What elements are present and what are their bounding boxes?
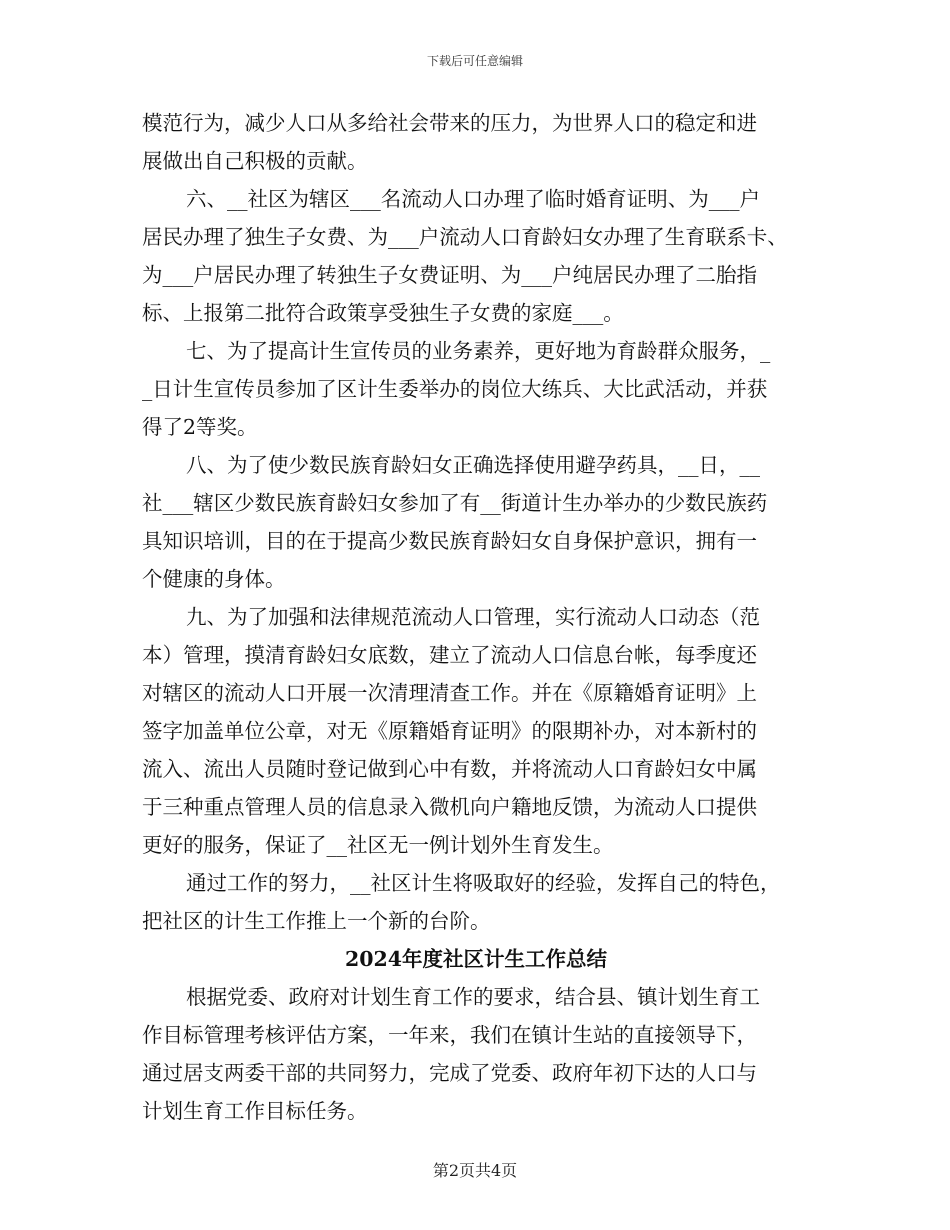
paragraph-line: 通过工作的努力，__社区计生将吸取好的经验，发挥自己的特色， bbox=[186, 871, 781, 895]
paragraph-line: 模范行为，减少人口从多给社会带来的压力，为世界人口的稳定和进 bbox=[142, 111, 757, 135]
paragraph-line: 个健康的身体。 bbox=[142, 567, 286, 591]
paragraph-line: 本）管理，摸清育龄妇女底数，建立了流动人口信息台帐，每季度还 bbox=[142, 643, 757, 667]
paragraph-line: 具知识培训，目的在于提高少数民族育龄妇女自身保护意识，拥有一 bbox=[142, 529, 757, 553]
paragraph-line: 标、上报第二批符合政策享受独生子女费的家庭___。 bbox=[142, 301, 624, 325]
section-title: 2024年度社区计生工作总结 bbox=[344, 947, 608, 971]
paragraph-line: _日计生宣传员参加了区计生委举办的岗位大练兵、大比武活动，并获 bbox=[142, 377, 768, 401]
paragraph-line: 得了2等奖。 bbox=[142, 415, 258, 439]
paragraph-line: 签字加盖单位公章，对无《原籍婚育证明》的限期补办，对本新村的 bbox=[142, 719, 757, 743]
paragraph-line: 计划生育工作目标任务。 bbox=[142, 1099, 368, 1123]
document-body bbox=[142, 104, 810, 1130]
paragraph-line: 七、为了提高计生宣传员的业务素养，更好地为育龄群众服务，_ bbox=[186, 339, 771, 363]
paragraph-line: 八、为了使少数民族育龄妇女正确选择使用避孕药具，__日，__ bbox=[186, 453, 760, 477]
paragraph-line: 社___辖区少数民族育龄妇女参加了有__街道计生办举办的少数民族药 bbox=[142, 491, 768, 515]
paragraph-line: 更好的服务，保证了__社区无一例计划外生育发生。 bbox=[142, 833, 614, 857]
paragraph-line: 于三种重点管理人员的信息录入微机向户籍地反馈，为流动人口提供 bbox=[142, 795, 757, 819]
page-footer: 第2页共4页 bbox=[432, 1161, 518, 1180]
paragraph-line: 作目标管理考核评估方案，一年来，我们在镇计生站的直接领导下， bbox=[142, 1023, 757, 1047]
paragraph-line: 展做出自己积极的贡献。 bbox=[142, 149, 368, 173]
paragraph-line: 居民办理了独生子女费、为___户流动人口育龄妇女办理了生育联系卡、 bbox=[142, 225, 788, 249]
paragraph-line: 流入、流出人员随时登记做到心中有数，并将流动人口育龄妇女中属 bbox=[142, 757, 757, 781]
paragraph-line: 通过居支两委干部的共同努力，完成了党委、政府年初下达的人口与 bbox=[142, 1061, 757, 1085]
paragraph-line: 对辖区的流动人口开展一次清理清查工作。并在《原籍婚育证明》上 bbox=[142, 681, 757, 705]
paragraph-line: 九、为了加强和法律规范流动人口管理，实行流动人口动态（范 bbox=[186, 605, 760, 629]
paragraph-line: 为___户居民办理了转独生子女费证明、为___户纯居民办理了二胎指 bbox=[142, 263, 757, 287]
paragraph-line: 六、__社区为辖区___名流动人口办理了临时婚育证明、为___户 bbox=[186, 187, 760, 211]
page-header: 下载后可任意编辑 bbox=[426, 54, 523, 68]
paragraph-line: 把社区的计生工作推上一个新的台阶。 bbox=[142, 909, 491, 933]
paragraph-line: 根据党委、政府对计划生育工作的要求，结合县、镇计划生育工 bbox=[186, 985, 760, 1009]
